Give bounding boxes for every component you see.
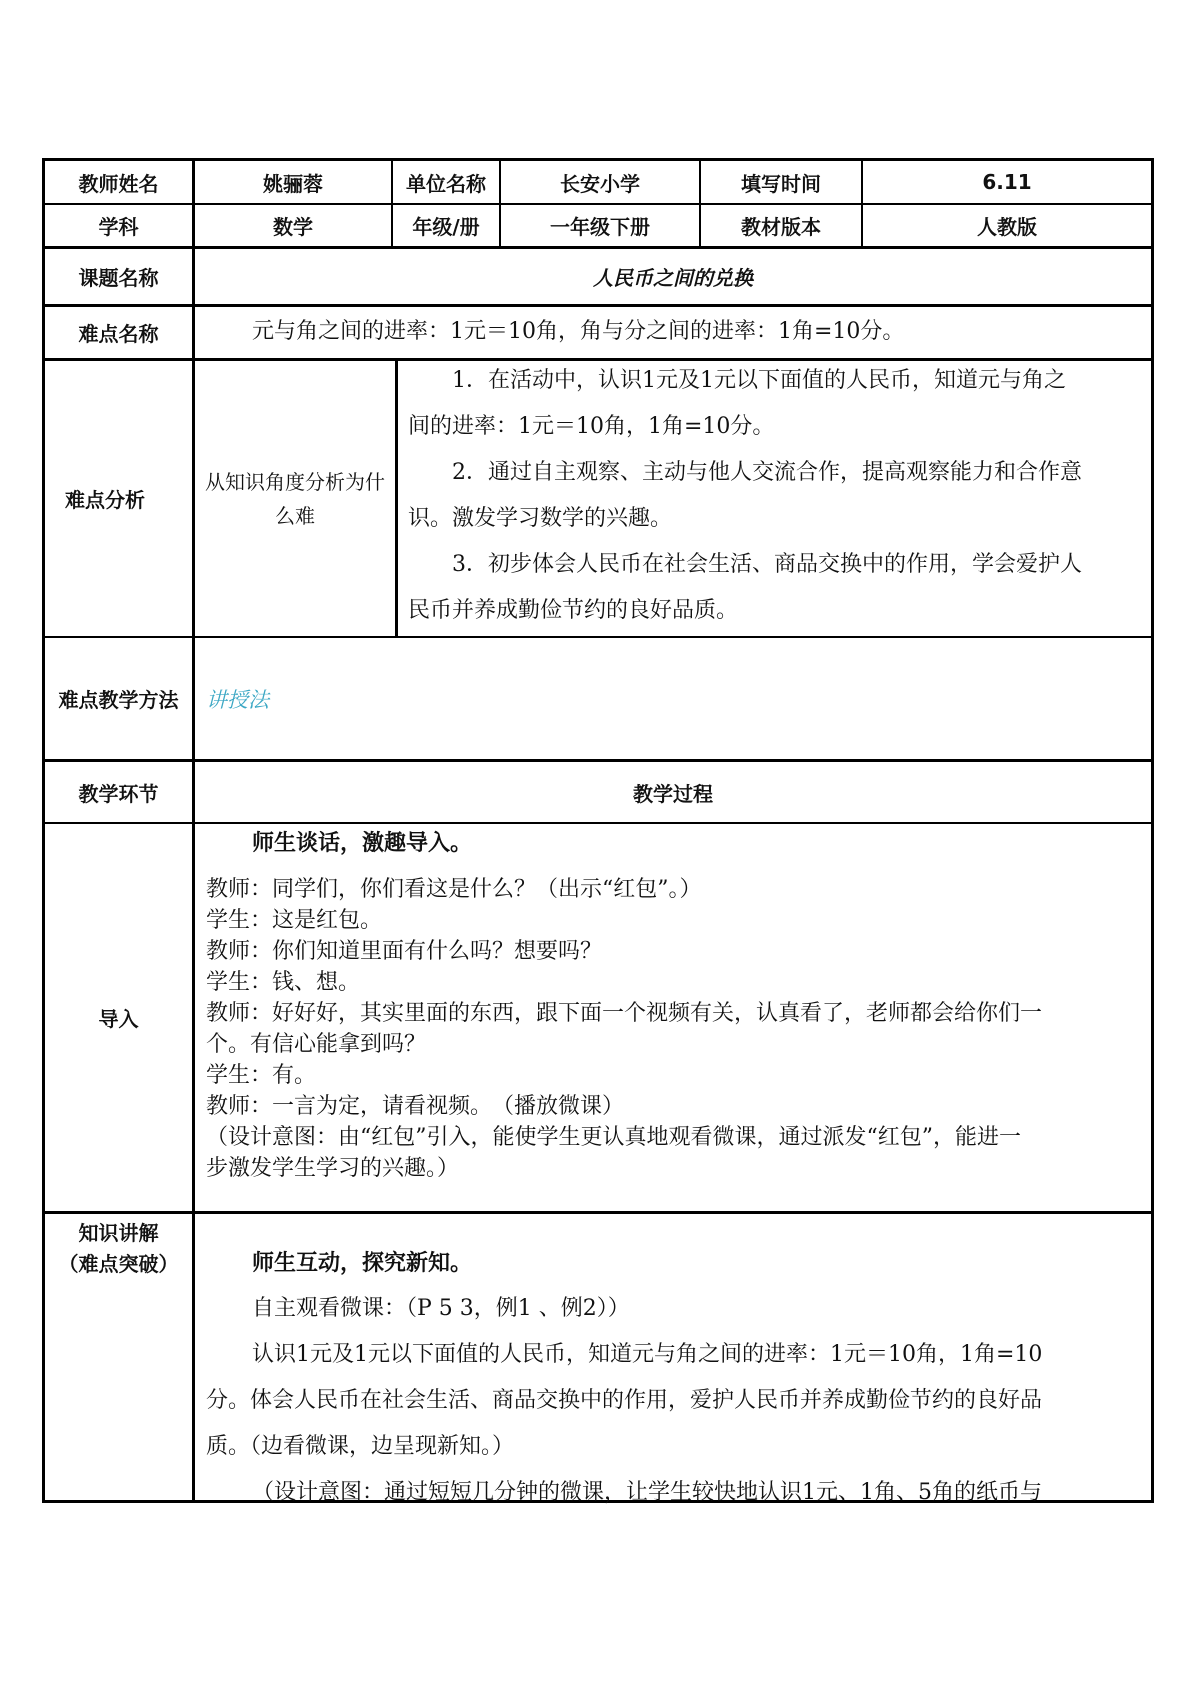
knowledge-text [206,1240,1146,1516]
intro-title: 师生谈话，激趣导入。 [252,830,473,856]
analysis-line: 2．通过自主观察、主动与他人交流合作，提高观察能力和合作意 [452,460,1082,485]
subject-label: 学科 [98,215,139,239]
grade-value: 一年级下册 [550,215,650,239]
intro-line: 学生：钱、想。 [206,970,361,995]
analysis-text [408,358,1148,634]
rule [42,304,1154,307]
knowledge-line: 分。体会人民币在社会生活、商品交换中的作用，爱护人民币并养成勤俭节约的良好品 [206,1388,1043,1413]
analysis-sub-label [205,361,385,636]
intro-label: 导入 [98,1007,139,1031]
rule-right [1151,158,1154,1503]
fill-date-value: 6.11 [982,170,1032,194]
process-stage-label: 教学环节 [78,781,159,806]
analysis-line: 3．初步体会人民币在社会生活、商品交换中的作用，学会爱护人 [452,552,1082,577]
knowledge-label-line2: （难点突破） [58,1252,179,1276]
knowledge-label-line1: 知识讲解 [78,1221,159,1245]
analysis-sub-label-text: 从知识角度分析为什么难 [205,469,385,528]
method-label: 难点教学方法 [58,688,179,712]
intro-line: 个。有信心能拿到吗？ [206,1032,427,1057]
intro-line: 学生：有。 [206,1063,317,1088]
method-cell [206,638,1146,759]
intro-line: 教师：你们知道里面有什么吗？想要吗？ [206,939,603,964]
intro-line: 教师：好好好，其实里面的东西，跟下面一个视频有关，认真看了，老师都会给你们一 [206,1001,1043,1026]
rule [395,358,398,637]
method-value: 讲授法 [206,687,269,712]
analysis-line: 间的进率：1元＝10角，1角=10分。 [408,414,775,439]
knowledge-line: （设计意图：通过短短几分钟的微课，让学生较快地认识1元、1角、5角的纸币与 [252,1480,1042,1505]
teacher-name-label: 教师姓名 [78,171,159,196]
grade-label: 年级/册 [412,215,480,239]
subject-value: 数学 [273,215,313,239]
analysis-line: 识。激发学习数学的兴趣。 [408,506,673,531]
teacher-name-value: 姚骊蓉 [263,171,323,196]
difficulty-label: 难点名称 [78,322,159,346]
intro-line: 教师：同学们，你们看这是什么？（出示“红包”。） [206,877,702,902]
topic-value: 人民币之间的兑换 [593,266,753,290]
unit-name-label: 单位名称 [406,171,486,196]
edition-label: 教材版本 [741,215,821,239]
intro-line: 学生：这是红包。 [206,908,383,933]
rule [42,1211,1154,1214]
intro-text [206,824,1146,1184]
process-header-value: 教学过程 [633,781,713,806]
rule [192,158,195,1503]
fill-date-label: 填写时间 [741,171,821,196]
knowledge-line: 认识1元及1元以下面值的人民币，知道元与角之间的进率：1元＝10角，1角=10 [252,1342,1043,1367]
knowledge-label [45,1218,192,1280]
intro-line: 教师：一言为定，请看视频。 （播放微课） [206,1094,625,1119]
topic-label: 课题名称 [78,266,159,290]
analysis-line: 民币并养成勤俭节约的良好品质。 [408,598,739,623]
knowledge-line: 质。（边看微课，边呈现新知。） [206,1434,515,1459]
difficulty-value: 元与角之间的进率：1元＝10角，角与分之间的进率：1角=10分。 [252,319,905,344]
intro-line: 步激发学生学习的兴趣。） [206,1156,460,1181]
edition-value: 人教版 [977,215,1037,239]
knowledge-line: 自主观看微课：（P 5 3，例1 、例2）） [252,1296,630,1321]
intro-line: （设计意图：由“红包”引入，能使学生更认真地观看微课，通过派发“红包”，能进一 [206,1125,1021,1150]
analysis-line: 1．在活动中，认识1元及1元以下面值的人民币，知道元与角之 [452,368,1066,393]
knowledge-title: 师生互动，探究新知。 [252,1250,473,1276]
unit-name-value: 长安小学 [560,171,640,196]
analysis-label: 难点分析 [65,488,145,512]
